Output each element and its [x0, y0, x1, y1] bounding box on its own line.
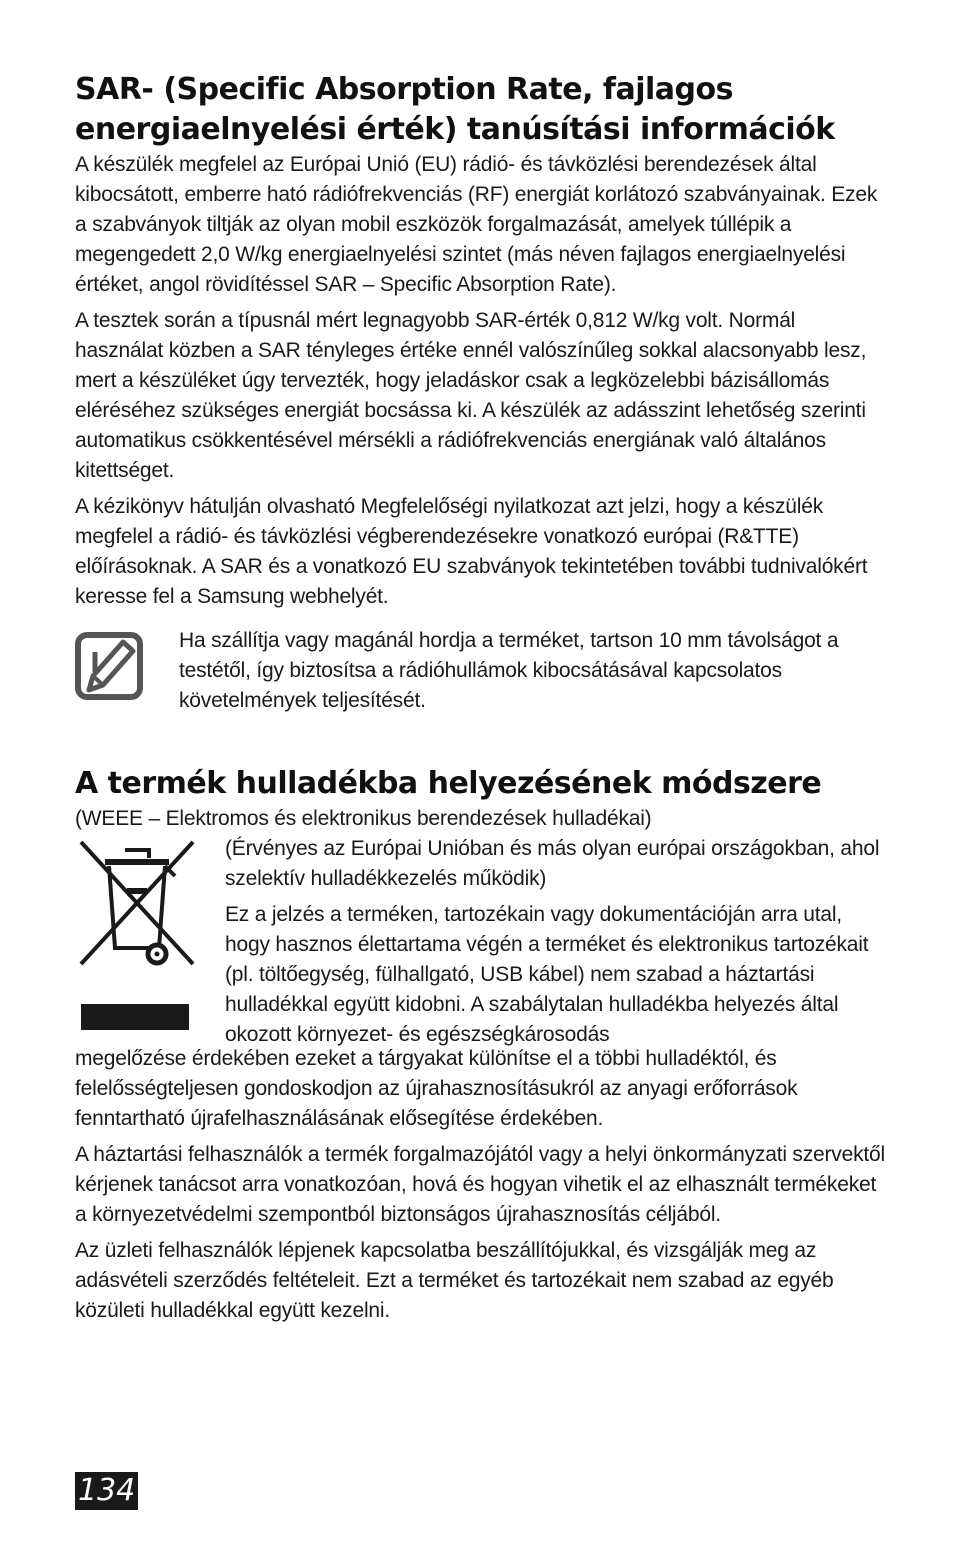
sar-paragraph-2: A tesztek során a típusnál mért legnagyobb SAR-érték 0,812 W/kg volt. Normál használat közben a SAR tényleges értéke ennél valószínűleg sokkal alacsonyabb lesz, mert a készüléket úgy tervezték, hogy jeladáskor csak a legközelebbi bázisállomás eléréséhez szükséges energiát bocsássa ki. A készülék az adásszint lehetőség szerinti automatikus csökkentésével mérsékli a rádiófrekvenciás energiának való általános kitettséget.	[75, 309, 867, 482]
weee-paragraph-2: A háztartási felhasználók a termék forgalmazójától vagy a helyi önkormányzati szervektől kérjenek tanácsot arra vonatkozóan, hová és hogyan vihetik el az elhasznált termékeket a környezetvédelmi szempontból biztonságos újrahasznosítás céljából.	[75, 1143, 885, 1226]
weee-subtitle: (WEEE – Elektromos és elektronikus berendezések hulladékai)	[75, 807, 652, 830]
weee-section	[75, 764, 885, 1326]
sar-paragraph-1: A készülék megfelel az Európai Unió (EU) rádió- és távközlési berendezések által kibocsátott, emberre ható rádiófrekvenciás (RF) energiát korlátozó szabványainak. Ezek a szabványok tiltják az olyan mobil eszközök forgalmazását, amelyek túllépik a megengedett 2,0 W/kg energiaelnyelési szintet (más néven fajlagos energiaelnyelési értéket, angol rövidítéssel SAR – Specific Absorption Rate).	[75, 153, 878, 296]
sar-paragraph-3: A kézikönyv hátulján olvasható Megfelelőségi nyilatkozat azt jelzi, hogy a készülék megfelel a rádió- és távközlési végberendezésekre vonatkozó európai (R&TTE) előírásoknak. A SAR és a vonatkozó EU szabványok tekintetében további tudnivalókért keresse fel a Samsung webhelyét.	[75, 495, 868, 608]
weee-section-title: A termék hulladékba helyezésének módszere	[75, 766, 822, 801]
sar-note-text: Ha szállítja vagy magánál hordja a terméket, tartson 10 mm távolságot a testétől, így biztosítsa a rádióhullámok kibocsátásával kapcsolatos követelmények teljesítését.	[179, 629, 839, 712]
sar-section-title	[75, 70, 885, 150]
weee-paragraph-1-continued: megelőzése érdekében ezeket a tárgyakat különítse el a többi hulladéktól, és felelősségteljesen gondoskodjon az újrahasznosításukról az anyagi erőforrások fenntartható újrafelhasználásának elősegítése érdekében.	[75, 1047, 798, 1130]
weee-paragraph-1: Ez a jelzés a terméken, tartozékain vagy dokumentációján arra utal, hogy hasznos élettartama végén a terméket és elektronikus tartozékait (pl. töltőegység, fülhallgató, USB kábel) nem szabad a háztartási hulladékkal együtt kidobni. A szabálytalan hulladékba helyezés által okozott környezet- és egészségkárosodás	[225, 903, 869, 1046]
document-page	[75, 70, 885, 1326]
weee-block	[75, 834, 885, 1044]
weee-scope: (Érvényes az Európai Unióban és más olyan európai országokban, ahol szelektív hulladékkezelés működik)	[225, 837, 880, 890]
crossed-out-wheelie-bin-icon	[75, 836, 199, 1036]
sar-title-line-2: energiaelnyelési érték) tanúsítási információk	[75, 112, 835, 147]
weee-paragraph-3: Az üzleti felhasználók lépjenek kapcsolatba beszállítójukkal, és vizsgálják meg az adásvételi szerződés feltételeit. Ezt a terméket és tartozékait nem szabad az egyéb közületi hulladékkal együtt kezelni.	[75, 1239, 834, 1322]
note-pencil-icon	[75, 632, 143, 700]
sar-note	[75, 626, 885, 720]
page-number: 134	[75, 1472, 138, 1510]
weee-text	[225, 834, 885, 1050]
sar-title-line-1: SAR- (Specific Absorption Rate, fajlagos	[75, 72, 733, 107]
